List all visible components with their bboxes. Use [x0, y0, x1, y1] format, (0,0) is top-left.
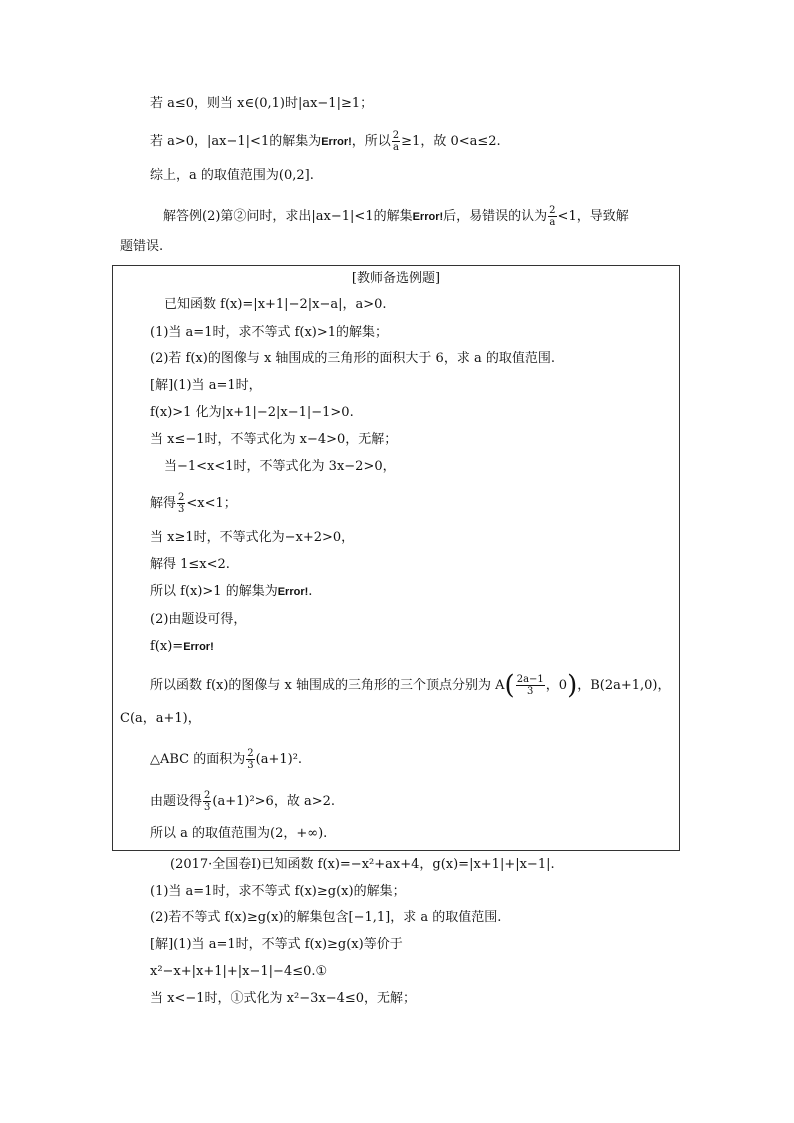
- intro-line-4: [163, 205, 629, 228]
- solution-line-11-b: ，0: [545, 678, 568, 693]
- solution-line-3: 当 x≤−1时，不等式化为 x−4>0，无解；: [150, 432, 398, 447]
- intro-line-2-a: 若 a>0，|ax−1|<1的解集为: [150, 134, 322, 149]
- left-paren: (: [504, 670, 515, 701]
- error-marker: Error!: [183, 641, 214, 653]
- problem-2017-statement: (2017·全国卷Ⅰ)已知函数 f(x)=−x²+ax+4，g(x)=|x+1|+|x−1|.: [170, 857, 555, 872]
- problem-part-1: (1)当 a=1时，求不等式 f(x)>1的解集；: [150, 325, 389, 340]
- fraction-numerator: 2: [549, 205, 556, 216]
- intro-line-4-a: 解答例(2)第②问时，求出|ax−1|<1的解集: [163, 209, 413, 224]
- solution-line-14: [150, 790, 335, 813]
- error-marker: Error!: [412, 211, 444, 223]
- intro-line-1: 若 a≤0，则当 x∈(0,1)时|ax−1|≥1；: [150, 96, 374, 111]
- solution-line-9: (2)由题设可得，: [150, 612, 247, 627]
- solution-line-5: [150, 492, 237, 515]
- fraction-denominator: a: [549, 217, 556, 228]
- fraction: [177, 492, 185, 515]
- box-title: [教师备选例题]: [351, 271, 441, 286]
- error-marker: Error!: [277, 586, 309, 598]
- problem-2017-part-1: (1)当 a=1时，求不等式 f(x)≥g(x)的解集；: [150, 884, 406, 899]
- intro-line-4-b: 后，易错误的认为: [443, 209, 548, 224]
- solution-line-10-a: f(x)=: [150, 639, 184, 654]
- solution-line-14-a: 由题设得: [150, 794, 203, 809]
- fraction-denominator: 3: [247, 760, 254, 771]
- solution-line-15: 所以 a 的取值范围为(2，+∞).: [150, 826, 328, 841]
- intro-line-2-b: ，所以: [351, 134, 391, 149]
- error-marker: Error!: [321, 136, 352, 148]
- solution-line-11-a: 所以函数 f(x)的图像与 x 轴围成的三角形的三个顶点分别为 A: [150, 678, 505, 693]
- problem-part-2: (2)若 f(x)的图像与 x 轴围成的三角形的面积大于 6，求 a 的取值范围.: [150, 351, 555, 366]
- fraction-denominator: 3: [527, 686, 534, 697]
- fraction-denominator: 3: [178, 504, 185, 515]
- intro-line-2: [150, 130, 501, 153]
- intro-line-3: 综上，a 的取值范围为(0,2].: [150, 168, 314, 183]
- intro-line-4-c: <1，导致解: [557, 209, 629, 224]
- solution-line-12: C(a，a+1)，: [120, 711, 201, 726]
- fraction: [516, 674, 545, 697]
- solution-line-8: [150, 583, 312, 601]
- solution-line-5-a: 解得: [150, 496, 177, 511]
- intro-line-2-c: ≥1，故 0<a≤2.: [401, 134, 501, 149]
- intro-line-5: 题错误.: [120, 239, 164, 254]
- solution-line-11: [150, 670, 671, 701]
- solution-line-4: 当−1<x<1时，不等式化为 3x−2>0，: [164, 459, 396, 474]
- solution-line-13-b: (a+1)².: [255, 752, 303, 767]
- solution-line-6: 当 x≥1时，不等式化为−x+2>0，: [150, 530, 355, 545]
- fraction: [392, 130, 400, 153]
- fraction-denominator: a: [393, 142, 399, 153]
- fraction-numerator: 2: [204, 790, 211, 801]
- fraction: [246, 748, 254, 771]
- fraction-denominator: 3: [204, 802, 211, 813]
- problem-statement: 已知函数 f(x)=|x+1|−2|x−a|，a>0.: [164, 297, 387, 312]
- solution-line-2: f(x)>1 化为|x+1|−2|x−1|−1>0.: [150, 405, 354, 420]
- problem-2017-solution-2: x²−x+|x+1|+|x−1|−4≤0.①: [150, 964, 328, 979]
- solution-line-14-b: (a+1)²>6，故 a>2.: [212, 794, 336, 809]
- fraction: [548, 205, 556, 228]
- solution-line-10: [150, 638, 214, 656]
- solution-line-5-b: <x<1；: [186, 496, 237, 511]
- fraction-numerator: 2: [247, 748, 254, 759]
- right-paren: ): [567, 670, 578, 701]
- fraction: [203, 790, 211, 813]
- solution-line-1: [解](1)当 a=1时，: [150, 378, 262, 393]
- solution-line-11-c: ，B(2a+1,0)，: [577, 678, 671, 693]
- fraction-numerator: 2a−1: [516, 674, 544, 685]
- solution-line-8-b: .: [308, 584, 313, 599]
- solution-line-13: [150, 748, 302, 771]
- problem-2017-solution-1: [解](1)当 a=1时，不等式 f(x)≥g(x)等价于: [150, 937, 403, 952]
- problem-2017-solution-3: 当 x<−1时，①式化为 x²−3x−4≤0，无解；: [150, 991, 417, 1006]
- solution-line-13-a: △ABC 的面积为: [150, 752, 246, 767]
- solution-line-7: 解得 1≤x<2.: [150, 557, 230, 572]
- fraction-numerator: 2: [392, 130, 400, 141]
- fraction-numerator: 2: [178, 492, 185, 503]
- problem-2017-part-2: (2)若不等式 f(x)≥g(x)的解集包含[−1,1]，求 a 的取值范围.: [150, 910, 502, 925]
- solution-line-8-a: 所以 f(x)>1 的解集为: [150, 584, 278, 599]
